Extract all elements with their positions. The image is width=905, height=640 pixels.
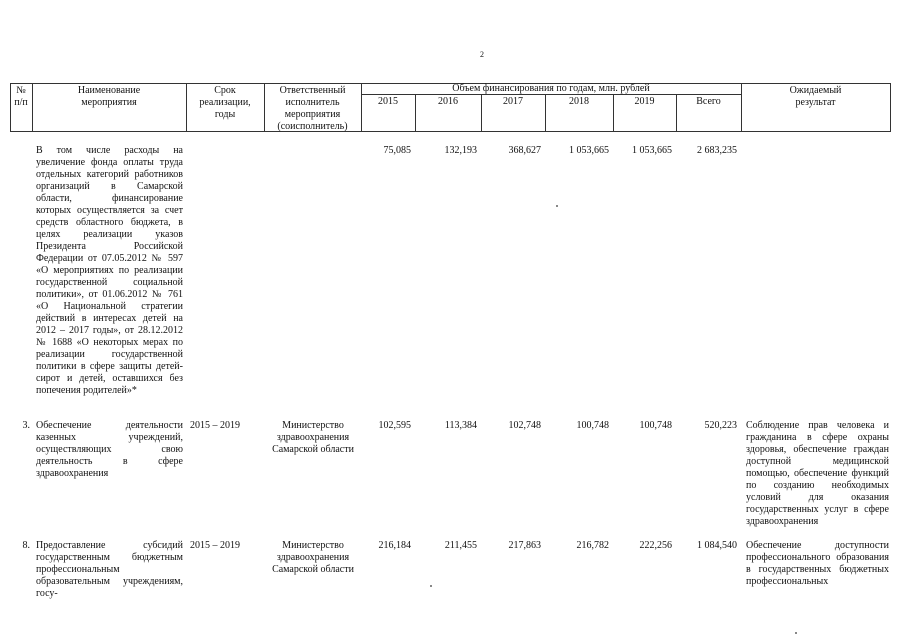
header-result: Ожидаемый результат	[789, 85, 842, 108]
cell-2017: 368,627	[508, 145, 541, 156]
cell-2019: 1 053,665	[632, 145, 672, 156]
row-num: 3.	[22, 420, 30, 431]
cell-2015: 102,595	[378, 420, 411, 431]
header-term: Срок реализации, годы	[199, 85, 251, 120]
header-responsible: Ответственный исполнитель мероприятия (соисполнитель)	[277, 85, 348, 132]
row-name: Обеспечение деятельности казенных учреждений, осуществляющих свою деятельность в сфере здравоохранения	[36, 420, 183, 479]
row-name: Предоставление субсидий государственным бюджетным профессиональным образовательным учреждениям, госу-	[36, 540, 183, 599]
row-term: 2015 – 2019	[190, 420, 240, 431]
header-year-2016: 2016	[438, 96, 458, 107]
scan-speck	[556, 205, 558, 207]
col-border-right	[890, 83, 891, 132]
cell-total: 2 683,235	[697, 145, 737, 156]
cell-2016: 113,384	[444, 420, 477, 431]
row-num: 8.	[22, 540, 30, 551]
row-name: В том числе расходы на увеличение фонда оплаты труда отдельных категорий работников организаций в Самарской области, финансирование которых осуществляется за счет средств областного бюджета, в целях реализации указов Президента Российской Федерации от 07.05.2012 № 597 «О мероприятиях по реализации государственной социальной политики», от 01.06.2012 № 761 «О Национальной стратегии действий в интересах детей на 2012 – 2017 годы», от 28.12.2012 № 1688 «О некоторых мерах по реализации государственной политики в сфере защиты детей-сирот и детей, оставшихся без попечения родителей»*	[36, 145, 183, 396]
cell-2018: 216,782	[576, 540, 609, 551]
scan-speck	[430, 585, 432, 587]
cell-total: 520,223	[704, 420, 737, 431]
cell-2018: 1 053,665	[569, 145, 609, 156]
cell-2018: 100,748	[576, 420, 609, 431]
header-year-2018: 2018	[569, 96, 589, 107]
header-name: Наименование мероприятия	[77, 85, 141, 108]
header-year-2017: 2017	[503, 96, 523, 107]
cell-2015: 216,184	[378, 540, 411, 551]
cell-2017: 102,748	[508, 420, 541, 431]
cell-2016: 211,455	[444, 540, 477, 551]
row-responsible: Министерство здравоохранения Самарской области	[272, 540, 354, 575]
page-number: 2	[480, 50, 484, 59]
header-funding: Объем финансирования по годам, млн. рублей	[452, 83, 650, 94]
cell-2019: 100,748	[639, 420, 672, 431]
cell-2019: 222,256	[639, 540, 672, 551]
cell-total: 1 084,540	[697, 540, 737, 551]
header-bottom-border	[10, 131, 890, 132]
row-responsible: Министерство здравоохранения Самарской области	[272, 420, 354, 455]
scan-speck	[795, 632, 797, 634]
header-num: № п/п	[14, 85, 28, 108]
header-total: Всего	[696, 96, 721, 107]
header-year-2015: 2015	[378, 96, 398, 107]
cell-2016: 132,193	[444, 145, 477, 156]
header-year-2019: 2019	[634, 96, 655, 107]
cell-2015: 75,085	[383, 145, 411, 156]
row-result: Обеспечение доступности профессионального образования в государственных бюджетных профессиональных	[746, 540, 889, 587]
cell-2017: 217,863	[508, 540, 541, 551]
row-term: 2015 – 2019	[190, 540, 240, 551]
row-result: Соблюдение прав человека и гражданина в сфере охраны здоровья, обеспечение граждан доступной медицинской помощью, обеспечение функций по созданию необходимых условий для оказания государственных услуг в сфере здравоохранения	[746, 420, 889, 527]
